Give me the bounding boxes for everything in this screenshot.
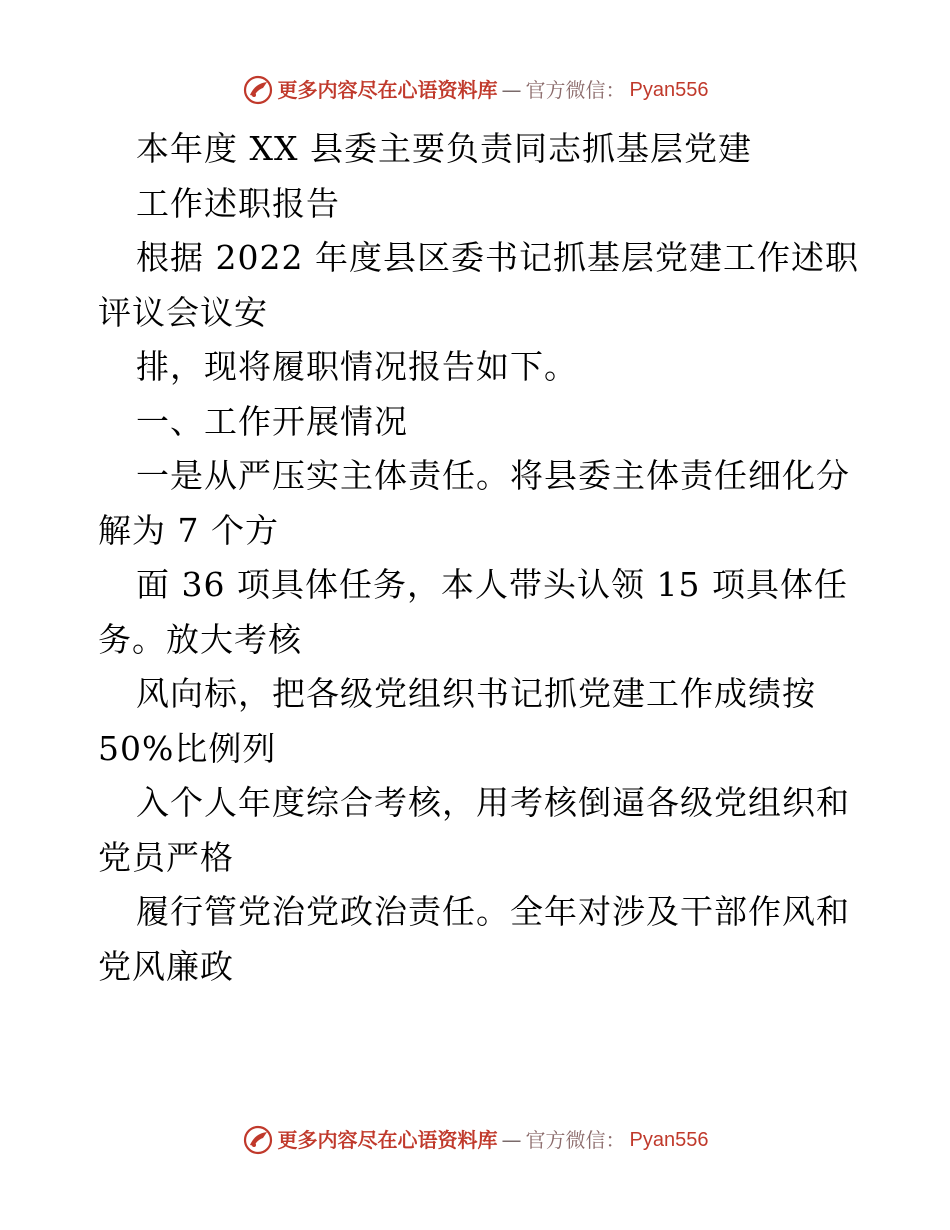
section-heading: 一、工作开展情况 [136, 401, 408, 441]
watermark-wechat-id: Pyan556 [629, 1129, 709, 1151]
paragraph-line: 党风廉政 [98, 946, 234, 986]
watermark-separator: — [501, 78, 522, 102]
seal-logo-icon [242, 74, 274, 106]
paragraph-line: 履行管党治党政治责任。全年对涉及干部作风和 [136, 892, 850, 931]
paragraph-line: 党员严格 [98, 837, 234, 877]
watermark-wechat-id: Pyan556 [629, 79, 709, 101]
seal-logo-icon [242, 1124, 274, 1156]
footer-watermark [0, 1124, 950, 1156]
paragraph-line: 50%比例列 [98, 728, 277, 768]
paragraph-line: 排，现将履职情况报告如下。 [136, 347, 578, 386]
paragraph-line: 解为 7 个方 [98, 510, 279, 550]
document-title-line-1: 本年度 XX 县委主要负责同志抓基层党建 [136, 129, 752, 168]
watermark-wechat-label: 官方微信： [525, 1128, 626, 1152]
paragraph-line: 评议会议安 [98, 292, 268, 332]
watermark-library-text: 更多内容尽在心语资料库 [277, 1128, 498, 1152]
watermark-wechat-label: 官方微信： [525, 78, 626, 102]
paragraph-line: 风向标，把各级党组织书记抓党建工作成绩按 [136, 674, 816, 713]
document-body [98, 122, 858, 994]
watermark-library-text: 更多内容尽在心语资料库 [277, 78, 498, 102]
paragraph-line: 一是从严压实主体责任。将县委主体责任细化分 [136, 456, 850, 495]
paragraph-line: 入个人年度综合考核，用考核倒逼各级党组织和 [136, 783, 850, 822]
paragraph-line: 面 36 项具体任务，本人带头认领 15 项具体任 [136, 565, 848, 604]
paragraph-line: 根据 2022 年度县区委书记抓基层党建工作述职 [136, 238, 859, 277]
paragraph-line: 务。放大考核 [98, 619, 302, 659]
header-watermark [0, 74, 950, 106]
watermark-separator: — [501, 1128, 522, 1152]
document-title-line-2: 工作述职报告 [136, 183, 340, 223]
